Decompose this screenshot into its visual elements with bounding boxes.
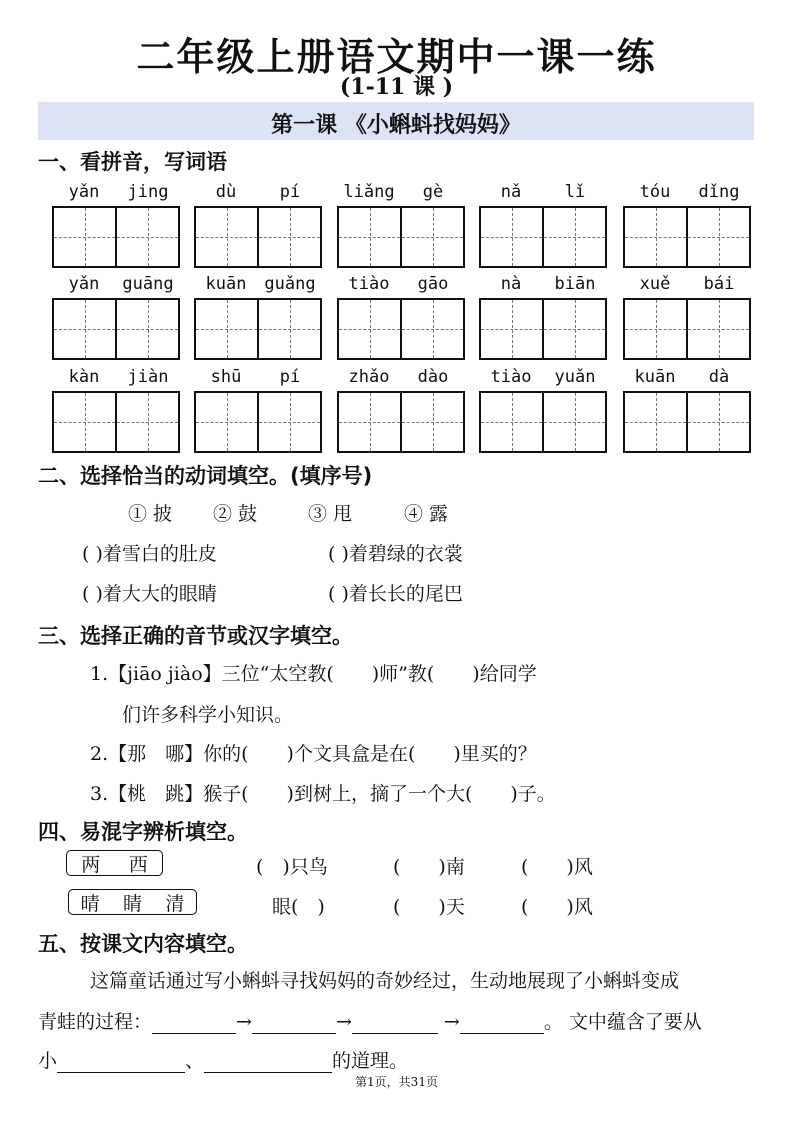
tianzige-cell[interactable] xyxy=(400,393,463,451)
char-option: 清 xyxy=(165,892,185,915)
verb-option-1: ① 披 xyxy=(128,503,173,525)
page-title: 二年级上册语文期中一课一练 xyxy=(136,35,657,79)
answer-blank[interactable] xyxy=(152,1033,236,1034)
pinyin-label: dà xyxy=(708,367,730,387)
pinyin-label: liǎng xyxy=(343,182,395,202)
passage-line-2 xyxy=(38,1007,702,1034)
tianzige-cell[interactable] xyxy=(339,208,400,266)
verb-item-1: ( )着雪白的肚皮 xyxy=(82,543,217,565)
pinyin-label: biān xyxy=(554,274,596,294)
section5-heading: 五、按课文内容填空。 xyxy=(38,932,248,956)
arrow: → xyxy=(236,1011,252,1033)
tianzige-cell[interactable] xyxy=(625,300,686,358)
writing-box[interactable] xyxy=(194,391,322,453)
question-3-1-cont: 们许多科学小知识。 xyxy=(122,704,294,726)
writing-box[interactable] xyxy=(194,206,322,268)
fill-4-1: ( )只鸟 xyxy=(256,856,328,878)
tianzige-cell[interactable] xyxy=(542,393,605,451)
pinyin-label: yǎn xyxy=(68,182,100,202)
writing-box[interactable] xyxy=(337,206,465,268)
char-option: 两 xyxy=(81,853,101,876)
section1-heading: 一、看拼音，写词语 xyxy=(38,150,227,174)
verb-item-3: ( )着大大的眼睛 xyxy=(82,583,217,605)
verb-item-4: ( )着长长的尾巴 xyxy=(328,583,463,605)
pinyin-label: lǐ xyxy=(564,182,586,202)
tianzige-cell[interactable] xyxy=(400,208,463,266)
pinyin-label: yǎn xyxy=(68,274,100,294)
pinyin-label: zhǎo xyxy=(348,367,390,387)
question-3-1: 1.【jiāo jiào】三位“太空教( )师”教( )给同学 xyxy=(90,663,537,685)
pinyin-label: shū xyxy=(210,367,242,387)
writing-box[interactable] xyxy=(52,206,180,268)
answer-blank[interactable] xyxy=(460,1033,544,1034)
page-subtitle: (1-11 课 ) xyxy=(339,74,454,100)
passage-text: 青蛙的过程： xyxy=(38,1011,153,1033)
tianzige-cell[interactable] xyxy=(686,300,749,358)
pinyin-label: jing xyxy=(127,182,169,202)
passage-line-3 xyxy=(38,1046,408,1073)
pinyin-label: dù xyxy=(215,182,237,202)
passage-line-1: 这篇童话通过写小蝌蚪寻找妈妈的奇妙经过，生动地展现了小蝌蚪变成 xyxy=(90,970,680,992)
verb-option-3: ③ 甩 xyxy=(308,503,353,525)
tianzige-cell[interactable] xyxy=(257,393,320,451)
pinyin-label: tiào xyxy=(348,274,390,294)
pinyin-label: tóu xyxy=(639,182,671,202)
tianzige-cell[interactable] xyxy=(54,208,115,266)
tianzige-cell[interactable] xyxy=(625,393,686,451)
char-group-1 xyxy=(66,850,163,876)
pinyin-label: jiàn xyxy=(127,367,169,387)
tianzige-cell[interactable] xyxy=(257,208,320,266)
fill-4-3: ( )风 xyxy=(521,856,593,878)
question-3-3: 3.【桃 跳】猴子( )到树上，摘了一个大( )子。 xyxy=(90,783,556,805)
answer-blank[interactable] xyxy=(352,1033,438,1034)
pinyin-label: bái xyxy=(703,274,735,294)
char-option: 晴 xyxy=(80,892,100,915)
writing-box[interactable] xyxy=(479,206,607,268)
tianzige-cell[interactable] xyxy=(481,393,542,451)
tianzige-cell[interactable] xyxy=(625,208,686,266)
writing-box[interactable] xyxy=(194,298,322,360)
pinyin-label: nǎ xyxy=(500,182,522,202)
tianzige-cell[interactable] xyxy=(196,208,257,266)
tianzige-cell[interactable] xyxy=(339,300,400,358)
pinyin-label: kuān xyxy=(205,274,247,294)
tianzige-cell[interactable] xyxy=(115,208,178,266)
verb-option-4: ④ 露 xyxy=(404,503,449,525)
verb-option-2: ② 鼓 xyxy=(213,503,258,525)
question-3-2: 2.【那 哪】你的( )个文具盒是在( )里买的？ xyxy=(90,743,537,765)
fill-4-4: 眼( ) xyxy=(272,896,325,918)
pinyin-label: dǐng xyxy=(698,182,740,202)
tianzige-cell[interactable] xyxy=(339,393,400,451)
passage-text: 小 xyxy=(38,1050,58,1072)
writing-box[interactable] xyxy=(623,391,751,453)
pinyin-label: nà xyxy=(500,274,522,294)
writing-box[interactable] xyxy=(479,391,607,453)
char-option: 睛 xyxy=(122,892,142,915)
pinyin-label: dào xyxy=(417,367,449,387)
pinyin-label: kuān xyxy=(634,367,676,387)
writing-box[interactable] xyxy=(52,391,180,453)
lesson-title: 第一课 《小蝌蚪找妈妈》 xyxy=(271,113,521,138)
fill-4-2: ( )南 xyxy=(393,856,465,878)
section3-heading: 三、选择正确的音节或汉字填空。 xyxy=(38,624,353,648)
tianzige-cell[interactable] xyxy=(115,300,178,358)
writing-box[interactable] xyxy=(479,298,607,360)
page-footer: 第1页，共31页 xyxy=(355,1075,438,1089)
char-option: 西 xyxy=(128,853,148,876)
pinyin-label: guāng xyxy=(122,274,174,294)
fill-4-5: ( )天 xyxy=(393,896,465,918)
tianzige-cell[interactable] xyxy=(54,393,115,451)
verb-item-2: ( )着碧绿的衣裳 xyxy=(328,543,463,565)
tianzige-cell[interactable] xyxy=(196,300,257,358)
tianzige-cell[interactable] xyxy=(481,300,542,358)
char-group-2 xyxy=(68,889,197,915)
tianzige-cell[interactable] xyxy=(257,300,320,358)
passage-text: 的道理。 xyxy=(332,1050,409,1072)
tianzige-cell[interactable] xyxy=(196,393,257,451)
pinyin-label: kàn xyxy=(68,367,100,387)
pinyin-label: xuě xyxy=(639,274,671,294)
writing-box[interactable] xyxy=(623,206,751,268)
pinyin-label: yuǎn xyxy=(554,367,596,387)
arrow: → xyxy=(443,1011,460,1033)
writing-box[interactable] xyxy=(623,298,751,360)
pinyin-label: gè xyxy=(422,182,444,202)
pinyin-label: pí xyxy=(279,182,301,202)
passage-text: 。 文中蕴含了要从 xyxy=(543,1011,702,1033)
tianzige-cell[interactable] xyxy=(481,208,542,266)
tianzige-cell[interactable] xyxy=(115,393,178,451)
section2-heading: 二、选择恰当的动词填空。(填序号) xyxy=(38,464,373,488)
tianzige-cell[interactable] xyxy=(686,393,749,451)
writing-box[interactable] xyxy=(337,391,465,453)
tianzige-cell[interactable] xyxy=(542,300,605,358)
tianzige-cell[interactable] xyxy=(400,300,463,358)
tianzige-cell[interactable] xyxy=(542,208,605,266)
arrow: → xyxy=(335,1011,352,1033)
pinyin-label: gāo xyxy=(417,274,449,294)
fill-4-6: ( )风 xyxy=(521,896,593,918)
answer-blank[interactable] xyxy=(252,1033,336,1034)
section4-heading: 四、易混字辨析填空。 xyxy=(38,820,248,844)
pinyin-label: tiào xyxy=(490,367,532,387)
pinyin-label: pí xyxy=(279,367,301,387)
pinyin-label: guǎng xyxy=(264,274,316,294)
tianzige-cell[interactable] xyxy=(686,208,749,266)
writing-box[interactable] xyxy=(52,298,180,360)
writing-box[interactable] xyxy=(337,298,465,360)
separator: 、 xyxy=(185,1050,205,1072)
tianzige-cell[interactable] xyxy=(54,300,115,358)
